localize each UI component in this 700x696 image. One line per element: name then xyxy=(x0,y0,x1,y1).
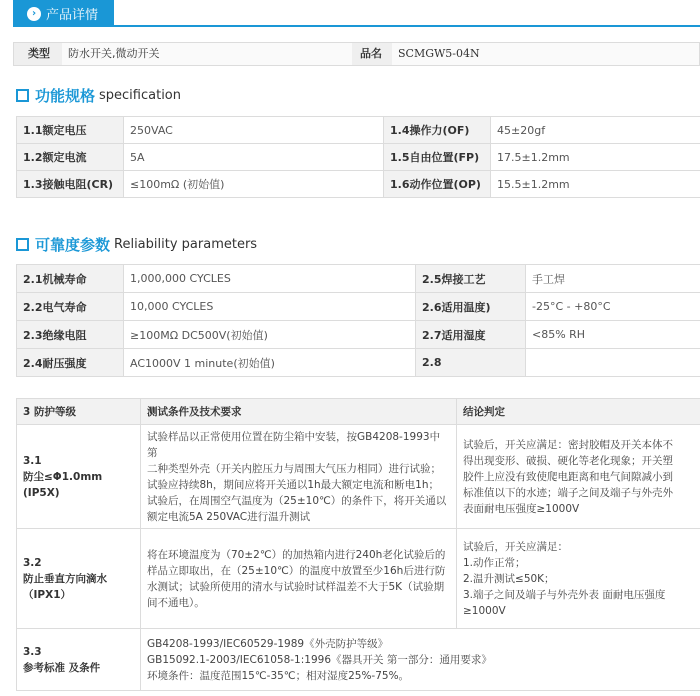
table-row xyxy=(17,117,700,144)
spec-title-cn: 功能规格 xyxy=(35,87,96,105)
tab-product-details[interactable] xyxy=(13,0,114,27)
text-line: 胶件上应没有致使爬电距离和电气间隙减小到 xyxy=(463,470,673,483)
spec-value: 17.5±1.2mm xyxy=(491,144,700,171)
spec-key: 1.3接触电阻(CR) xyxy=(17,171,124,198)
text-line: GB4208-1993/IEC60529-1989《外壳防护等级》 xyxy=(147,637,389,650)
reliability-table xyxy=(16,264,700,377)
spec-section-title xyxy=(16,85,181,106)
ip-item-num: 3.2 xyxy=(23,556,42,569)
text-line: 试验应持续8h，期间应将开关通以1h最大额定电流和断电1h； xyxy=(147,478,440,491)
text-line: ≥1000V xyxy=(463,604,506,617)
rel-value xyxy=(526,349,700,377)
spec-key: 1.4操作力(OF) xyxy=(384,117,491,144)
table-row xyxy=(17,171,700,198)
table-row xyxy=(17,144,700,171)
spec-title-en: specification xyxy=(99,88,182,103)
ip-item-name: 防止垂直方向滴水 xyxy=(23,572,107,585)
spec-value: ≤100mΩ (初始值) xyxy=(124,171,384,198)
ip-condition xyxy=(141,425,457,529)
table-row xyxy=(17,293,700,321)
ip-condition xyxy=(141,529,457,629)
rel-value: ≥100MΩ DC500V(初始值) xyxy=(124,321,416,349)
rel-value: AC1000V 1 minute(初始值) xyxy=(124,349,416,377)
spec-value: 5A xyxy=(124,144,384,171)
text-line: 二种类型外壳（开关内腔压力与周围大气压力相同）进行试验； xyxy=(147,462,441,475)
ip-condition xyxy=(141,629,700,691)
text-line: 试验样品以正常使用位置在防尘箱中安装，按GB4208-1993中第 xyxy=(147,430,441,459)
text-line: 试验后，开关应满足：密封胶帽及开关本体不 xyxy=(463,438,673,451)
spec-key: 1.2额定电流 xyxy=(17,144,124,171)
ip-item-name: （IPX1） xyxy=(23,588,72,601)
table-row xyxy=(17,529,700,629)
table-header-row xyxy=(17,399,700,425)
ip-header: 结论判定 xyxy=(457,399,700,425)
text-line: 间不通电）。 xyxy=(147,596,205,609)
type-value: 防水开关,微动开关 xyxy=(68,47,160,60)
spec-table xyxy=(16,116,700,198)
spec-value: 15.5±1.2mm xyxy=(491,171,700,198)
table-row xyxy=(17,349,700,377)
rel-value: 手工焊 xyxy=(526,265,700,293)
text-line: 3.端子之间及端子与外壳外表 面耐电压强度 xyxy=(463,588,666,601)
rel-key: 2.1机械寿命 xyxy=(17,265,124,293)
reliability-title-en: Reliability parameters xyxy=(114,237,258,252)
rel-key: 2.4耐压强度 xyxy=(17,349,124,377)
chevron-right-icon: › xyxy=(27,7,41,21)
ip-result xyxy=(457,529,700,629)
square-icon xyxy=(16,89,29,102)
table-row xyxy=(17,321,700,349)
text-line: 样品立即取出，在（25±10℃）的温度中放置至少16h后进行防 xyxy=(147,564,446,577)
header-bar xyxy=(13,0,700,27)
name-label: 品名 xyxy=(360,47,382,60)
ip-header: 测试条件及技术要求 xyxy=(141,399,457,425)
text-line: 试验后，开关应满足： xyxy=(463,540,568,553)
rel-value: -25°C - +80°C xyxy=(526,293,700,321)
text-line: 2.温升测试≤50K； xyxy=(463,572,555,585)
spec-value: 45±20gf xyxy=(491,117,700,144)
rel-value: 10,000 CYCLES xyxy=(124,293,416,321)
text-line: 额定电流5A 250VAC进行温升测试 xyxy=(147,510,311,523)
protection-table xyxy=(16,398,700,691)
spec-key: 1.1额定电压 xyxy=(17,117,124,144)
table-row xyxy=(17,629,700,691)
ip-item-name: 防尘≤Φ1.0mm (IP5X) xyxy=(23,470,103,499)
ip-item xyxy=(17,425,141,529)
text-line: 1.动作正常； xyxy=(463,556,526,569)
spec-key: 1.6动作位置(OP) xyxy=(384,171,491,198)
rel-key: 2.8 xyxy=(416,349,526,377)
text-line: 将在环境温度为（70±2℃）的加热箱内进行240h老化试验后的 xyxy=(147,548,446,561)
rel-key: 2.7适用湿度 xyxy=(416,321,526,349)
name-value: SCMGW5-04N xyxy=(398,47,480,60)
text-line: 标准值以下的水迹；端子之间及端子与外壳外 xyxy=(463,486,673,499)
rel-value: <85% RH xyxy=(526,321,700,349)
text-line: 得出现变形、破损、硬化等老化现象；开关塑 xyxy=(463,454,673,467)
ip-item-name: 参考标准 及条件 xyxy=(23,661,101,674)
square-icon xyxy=(16,238,29,251)
rel-key: 2.2电气寿命 xyxy=(17,293,124,321)
reliability-title-cn: 可靠度参数 xyxy=(35,236,111,254)
type-label: 类型 xyxy=(28,47,50,60)
rel-value: 1,000,000 CYCLES xyxy=(124,265,416,293)
text-line: 水测试；试验所使用的清水与试验时试样温差不大于5K（试验期 xyxy=(147,580,445,593)
tab-label: 产品详情 xyxy=(46,8,99,23)
text-line: 环境条件：温度范围15℃-35℃；相对湿度25%-75%。 xyxy=(147,669,410,682)
table-row xyxy=(17,425,700,529)
text-line: 试验后，在周围空气温度为（25±10℃）的条件下，将开关通以 xyxy=(147,494,447,507)
ip-item xyxy=(17,529,141,629)
ip-result xyxy=(457,425,700,529)
ip-item-num: 3.1 xyxy=(23,454,42,467)
ip-item-num: 3.3 xyxy=(23,645,42,658)
type-row xyxy=(13,42,700,66)
rel-key: 2.3绝缘电阻 xyxy=(17,321,124,349)
ip-header: 3 防护等级 xyxy=(17,399,141,425)
ip-item xyxy=(17,629,141,691)
rel-key: 2.5焊接工艺 xyxy=(416,265,526,293)
rel-key: 2.6适用温度) xyxy=(416,293,526,321)
spec-key: 1.5自由位置(FP) xyxy=(384,144,491,171)
spec-value: 250VAC xyxy=(124,117,384,144)
text-line: 表面耐电压强度≥1000V xyxy=(463,502,580,515)
reliability-section-title xyxy=(16,234,257,255)
table-row xyxy=(17,265,700,293)
text-line: GB15092.1-2003/IEC61058-1:1996《器具开关 第一部分：通用要求》 xyxy=(147,653,492,666)
